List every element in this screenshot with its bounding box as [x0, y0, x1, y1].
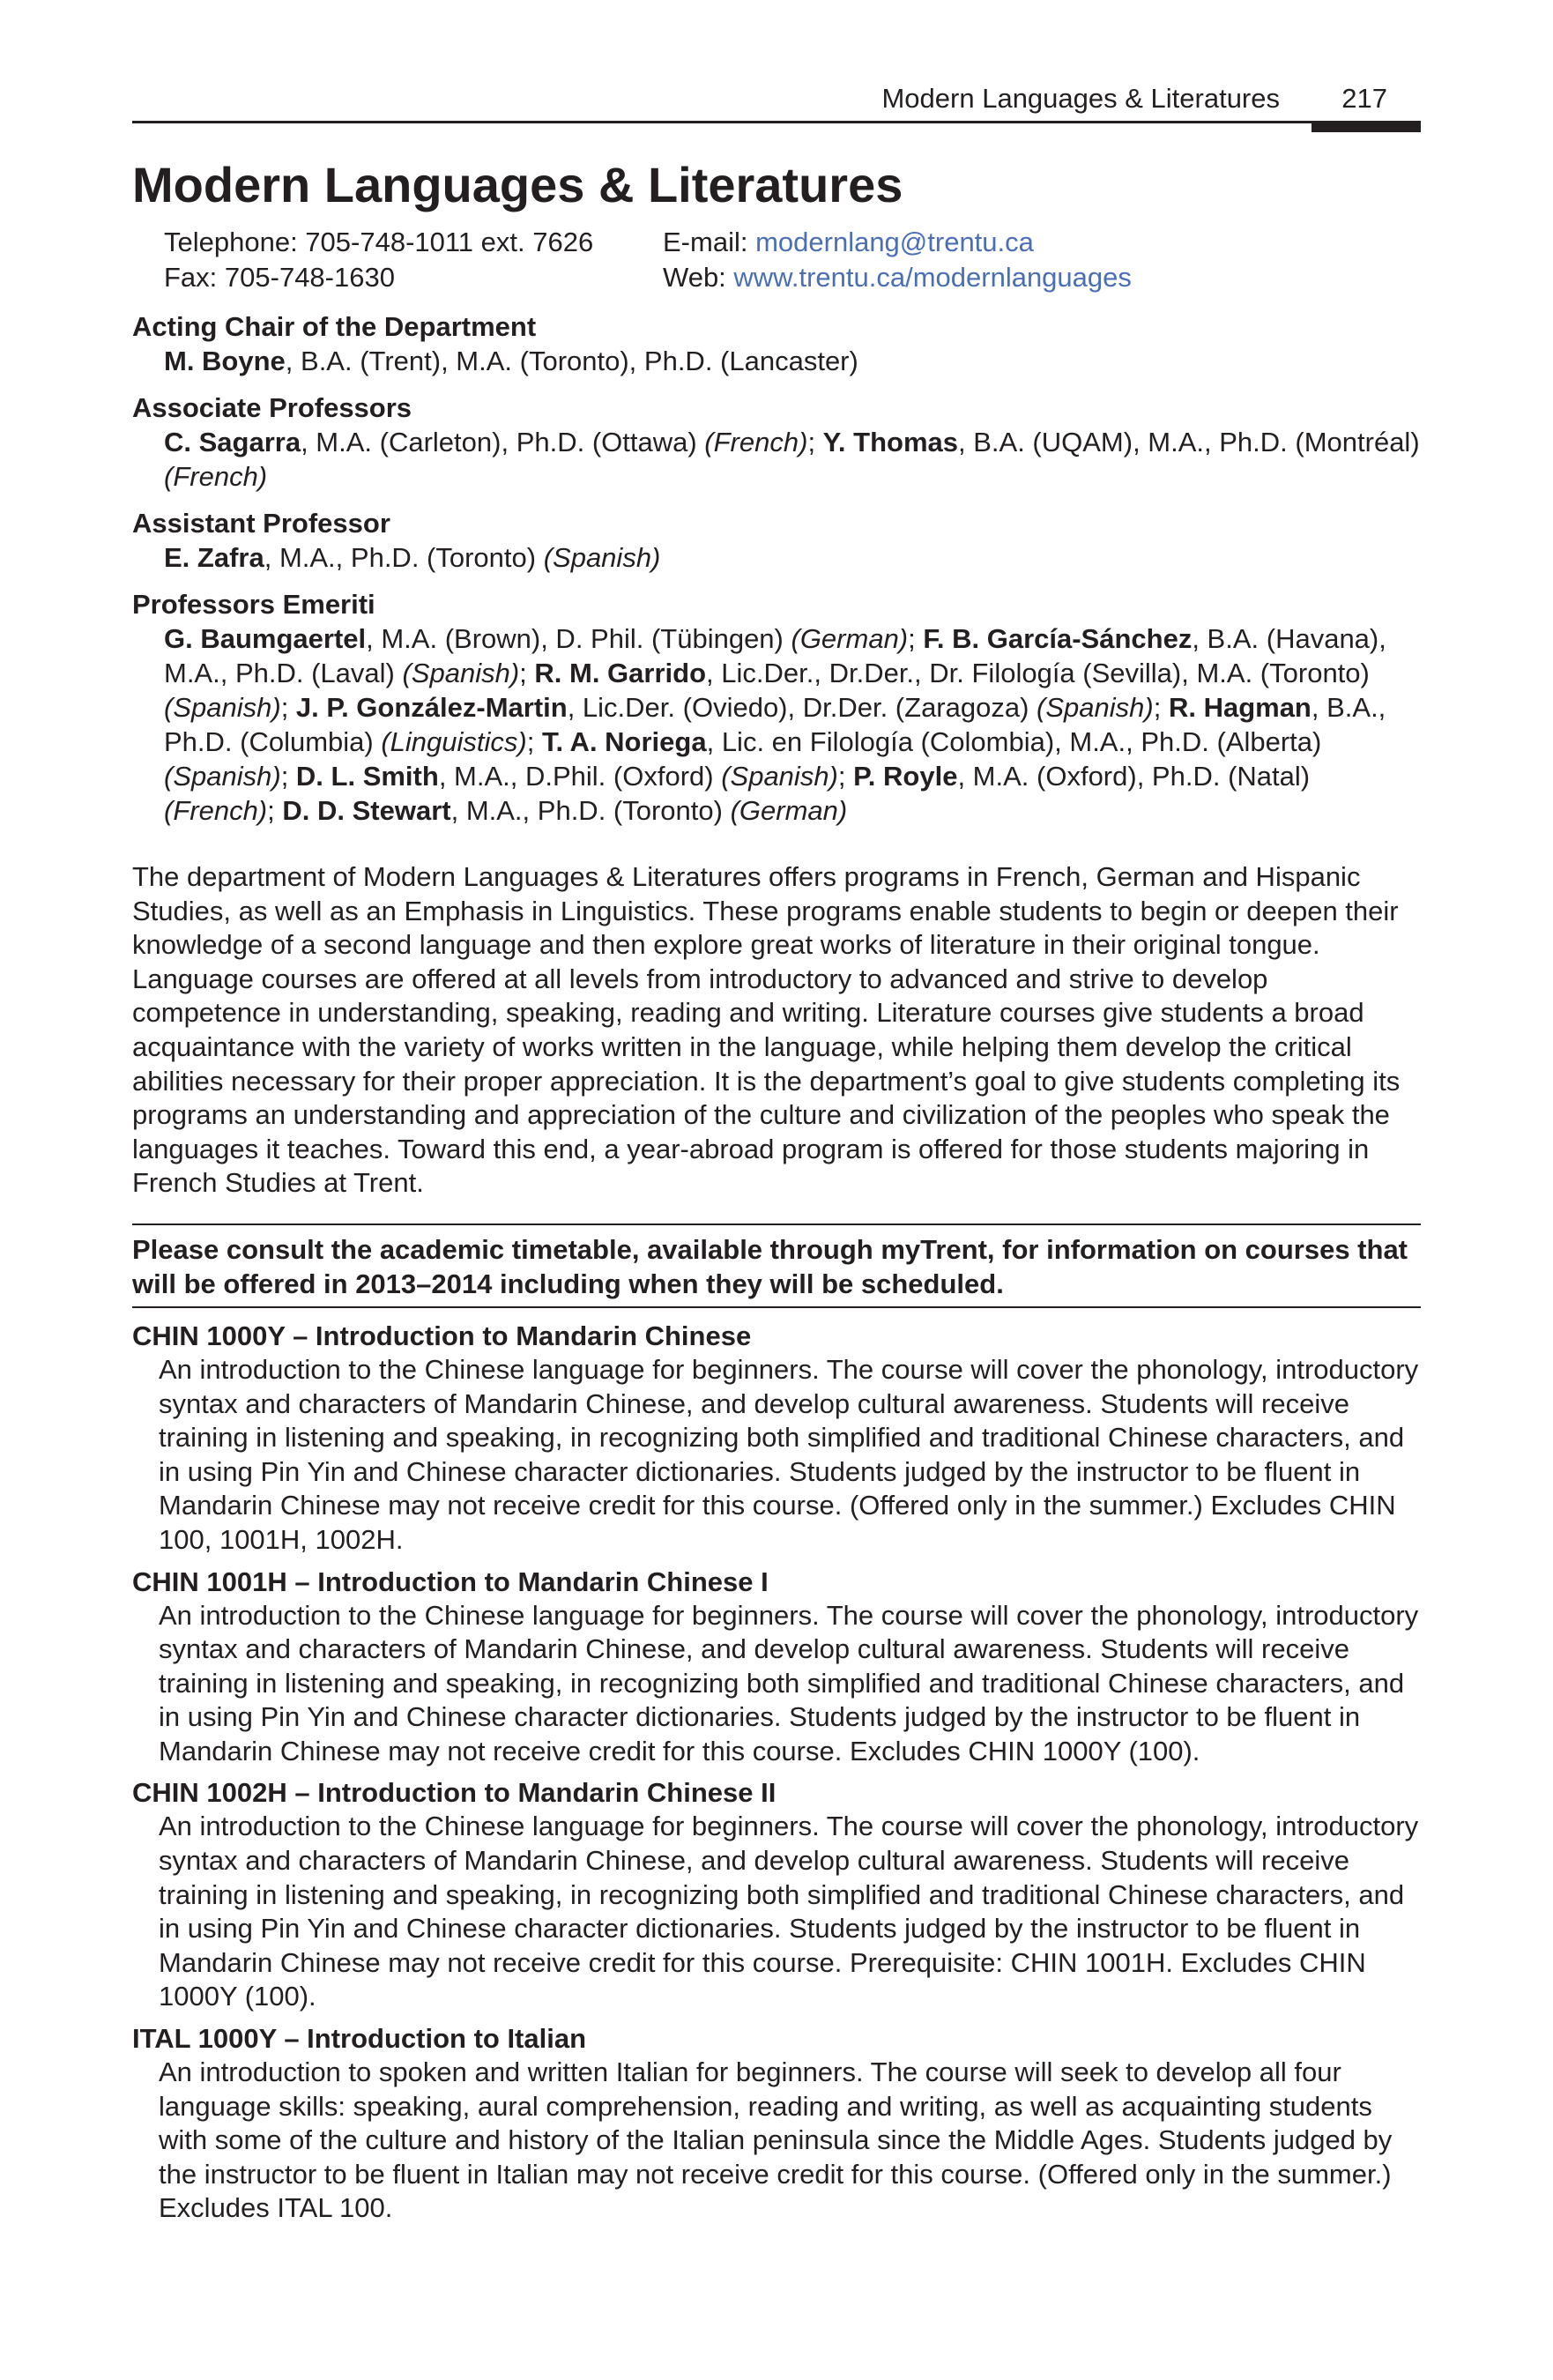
faculty-name: M. Boyne — [164, 346, 286, 376]
faculty-credentials: , M.A., Ph.D. (Toronto) — [450, 795, 731, 826]
faculty-assistant — [132, 506, 1421, 575]
faculty-chair — [132, 309, 1421, 378]
faculty-heading: Professors Emeriti — [132, 589, 375, 620]
faculty-heading: Assistant Professor — [132, 508, 390, 539]
header-rule — [132, 121, 1421, 123]
web-line — [663, 260, 1368, 295]
course-entry — [132, 1565, 1421, 1769]
faculty-associate — [132, 390, 1421, 494]
faculty-credentials: , B.A. (Trent), M.A. (Toronto), Ph.D. (Lancaster) — [285, 346, 858, 376]
course-title: CHIN 1000Y – Introduction to Mandarin Chinese — [132, 1320, 752, 1351]
header-tab-block — [1312, 121, 1421, 132]
faculty-credentials: , M.A., D.Phil. (Oxford) — [438, 761, 722, 792]
faculty-credentials: , B.A. (Havana), M.A., Ph.D. (Laval) — [164, 623, 1386, 688]
faculty-language: (Linguistics) — [381, 726, 527, 757]
faculty-heading: Associate Professors — [132, 392, 412, 423]
faculty-heading: Acting Chair of the Department — [132, 311, 537, 342]
fax: Fax: 705-748-1630 — [164, 262, 395, 293]
faculty-credentials: , Lic. en Filología (Colombia), M.A., Ph.D. (Alberta) — [706, 726, 1322, 757]
running-header-title: Modern Languages & Literatures — [881, 83, 1280, 114]
faculty-credentials: , M.A. (Carleton), Ph.D. (Ottawa) — [301, 427, 705, 457]
faculty-credentials: , M.A., Ph.D. (Toronto) — [264, 542, 544, 573]
faculty-language: (Spanish) — [402, 658, 520, 688]
faculty-name: R. M. Garrido — [534, 658, 707, 688]
faculty-emeriti — [132, 587, 1421, 828]
faculty-credentials: , Lic.Der., Dr.Der., Dr. Filología (Sevilla), M.A. (Toronto) — [706, 658, 1370, 688]
faculty-language: (Spanish) — [543, 542, 661, 573]
course-entry — [132, 1319, 1421, 1558]
faculty-credentials: , M.A. (Oxford), Ph.D. (Natal) — [957, 761, 1311, 792]
faculty-name: J. P. González-Martin — [295, 692, 568, 723]
timetable-notice: Please consult the academic timetable, available through myTrent, for information on courses that will be offered in 2013–2014 including when they will be scheduled. — [132, 1223, 1421, 1308]
faculty-name: R. Hagman — [1168, 692, 1312, 723]
faculty-language: (German) — [730, 795, 848, 826]
faculty-language: (French) — [164, 795, 268, 826]
faculty-name: D. D. Stewart — [282, 795, 451, 826]
faculty-language: (Spanish) — [164, 761, 281, 792]
faculty-name: D. L. Smith — [295, 761, 439, 792]
page-title: Modern Languages & Literatures — [132, 157, 903, 212]
faculty-name: P. Royle — [853, 761, 958, 792]
faculty-list: C. Sagarra, M.A. (Carleton), Ph.D. (Ottawa) (French); Y. Thomas, B.A. (UQAM), M.A., Ph.D. (Montréal) (French) — [164, 427, 1420, 492]
faculty-language: (French) — [164, 461, 268, 492]
department-description: The department of Modern Languages & Literatures offers programs in French, German and Hispanic Studies, as well as an Emphasis in Linguistics. These programs enable students to begin or deepen their knowledge of a second language and then explore great works of literature in their original tongue. Language courses are offered at all levels from introductory to advanced and strive to develop competence in understanding, speaking, reading and writing. Literature courses give students a broad acquaintance with the variety of works written in the language, while helping them develop the critical abilities necessary for their proper appreciation. It is the department’s goal to give students completing its programs an understanding and appreciation of the culture and civilization of the peoples who speak the languages it teaches. Toward this end, a year-abroad program is offered for those students majoring in French Studies at Trent. — [132, 861, 1401, 1199]
page-number: 217 — [1341, 83, 1387, 114]
course-title: ITAL 1000Y – Introduction to Italian — [132, 2023, 587, 2055]
course-entry — [132, 2021, 1421, 2226]
course-title: CHIN 1001H – Introduction to Mandarin Chinese I — [132, 1566, 769, 1597]
faculty-name: Y. Thomas — [822, 427, 958, 457]
faculty-language: (Spanish) — [164, 692, 281, 723]
running-header — [132, 78, 1421, 123]
email-link[interactable]: modernlang@trentu.ca — [755, 227, 1034, 257]
course-list — [132, 1319, 1421, 2226]
faculty-credentials: , B.A., Ph.D. (Columbia) — [164, 692, 1386, 757]
faculty-language: (Spanish) — [1037, 692, 1154, 723]
course-entry — [132, 1775, 1421, 2014]
course-title: CHIN 1002H – Introduction to Mandarin Chinese II — [132, 1777, 776, 1809]
course-description: An introduction to the Chinese language for beginners. The course will cover the phonology, introductory syntax and characters of Mandarin Chinese, and develop cultural awareness. Students will receive training in listening and speaking, in recognizing both simplified and traditional Chinese characters, and in using Pin Yin and Chinese character dictionaries. Students judged by the instructor to be fluent in Mandarin Chinese may not receive credit for this course. Excludes CHIN 1000Y (100). — [159, 1599, 1419, 1766]
faculty-list: G. Baumgaertel, M.A. (Brown), D. Phil. (Tübingen) (German); F. B. García-Sánchez, B.A. (Havana), M.A., Ph.D. (Laval) (Spanish); R. M. Garrido, Lic.Der., Dr.Der., Dr. Filología (Sevilla), M.A. (Toronto) (Spanish); J. P. González-Martin, Lic.Der. (Oviedo), Dr.Der. (Zaragoza) (Spanish); R. Hagman, B.A., Ph.D. (Columbia) (Linguistics); T. A. Noriega, Lic. en Filología (Colombia), M.A., Ph.D. (Alberta) (Spanish); D. L. Smith, M.A., D.Phil. (Oxford) (Spanish); P. Royle, M.A. (Oxford), Ph.D. (Natal) (French); D. D. Stewart, M.A., Ph.D. (Toronto) (German) — [164, 623, 1386, 826]
email-line — [663, 225, 1368, 260]
faculty-credentials: , Lic.Der. (Oviedo), Dr.Der. (Zaragoza) — [567, 692, 1037, 723]
contact-info — [164, 225, 1421, 295]
faculty-name: C. Sagarra — [164, 427, 301, 457]
course-description: An introduction to spoken and written Italian for beginners. The course will seek to develop all four language skills: speaking, aural comprehension, reading and writing, as well as acquainting students with some of the culture and history of the Italian peninsula since the Middle Ages. Students judged by the instructor to be fluent in Italian may not receive credit for this course. (Offered only in the summer.) Excludes ITAL 100. — [159, 2056, 1393, 2224]
faculty-language: (German) — [791, 623, 909, 654]
faculty-list — [164, 344, 1421, 378]
faculty-list — [164, 540, 1421, 575]
course-description: An introduction to the Chinese language for beginners. The course will cover the phonology, introductory syntax and characters of Mandarin Chinese, and develop cultural awareness. Students will receive training in listening and speaking, in recognizing both simplified and traditional Chinese characters, and in using Pin Yin and Chinese character dictionaries. Students judged by the instructor to be fluent in Mandarin Chinese may not receive credit for this course. Prerequisite: CHIN 1001H. Excludes CHIN 1000Y (100). — [159, 1811, 1419, 2012]
faculty-name: G. Baumgaertel — [164, 623, 367, 654]
faculty-credentials: , B.A. (UQAM), M.A., Ph.D. (Montréal) — [958, 427, 1420, 457]
faculty-name: E. Zafra — [164, 542, 264, 573]
faculty-language: (French) — [704, 427, 808, 457]
web-label: Web: — [663, 262, 734, 293]
page-content — [132, 154, 1421, 2226]
faculty-name: F. B. García-Sánchez — [923, 623, 1193, 654]
faculty-credentials: , M.A. (Brown), D. Phil. (Tübingen) — [366, 623, 791, 654]
web-link[interactable]: www.trentu.ca/modernlanguages — [733, 262, 1132, 293]
email-label: E-mail: — [663, 227, 756, 257]
faculty-language: (Spanish) — [721, 761, 838, 792]
faculty-name: T. A. Noriega — [541, 726, 707, 757]
telephone: Telephone: 705-748-1011 ext. 7626 — [164, 227, 594, 257]
course-description: An introduction to the Chinese language for beginners. The course will cover the phonology, introductory syntax and characters of Mandarin Chinese, and develop cultural awareness. Students will receive training in listening and speaking, in recognizing both simplified and traditional Chinese characters, and in using Pin Yin and Chinese character dictionaries. Students judged by the instructor to be fluent in Mandarin Chinese may not receive credit for this course. (Offered only in the summer.) Excludes CHIN 100, 1001H, 1002H. — [159, 1353, 1419, 1555]
